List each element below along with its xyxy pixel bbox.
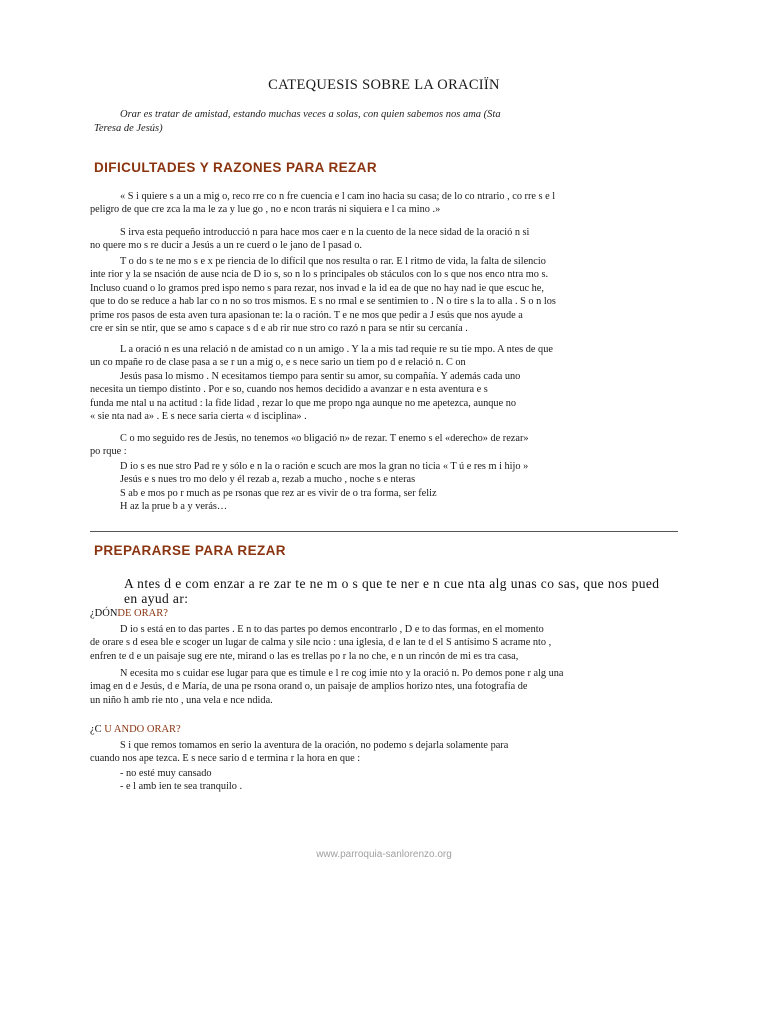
paragraph-dificultad	[90, 255, 682, 335]
subheading-prefix: ¿C	[90, 724, 102, 735]
text-line: cre er sin se ntir, que se amo s capace s d e ab rir nue stro co razó n para se ntir su cercanía .	[90, 323, 468, 335]
text-line: C o mo seguido res de Jesús, no tenemos «o bligació n» de rezar. T enemo s el «derecho» de rezar»	[120, 433, 529, 444]
paragraph-donde-2	[90, 667, 682, 707]
text-line: un niño h amb rie nto , una vela e nce ndida.	[90, 694, 273, 706]
text-line: S i que remos tomamos en serio la aventura de la oración, no podemo s dejarla solamente para	[120, 740, 509, 751]
text-line: peligro de que cre zca la ma le za y lue go , no e ncon trarás ni siquiera e l ca mino .»	[90, 204, 441, 216]
text-line: A ntes d e com enzar a re zar te ne m o s que te ner e n cue nta alg unas co sas, que nos pued	[124, 576, 660, 591]
text-line: D io s está en to das partes . E n to das partes po demos encontrarlo , D e to das formas, en el momento	[120, 624, 544, 635]
text-line: L a oració n es una relació n de amistad co n un amigo . Y la a mis tad requie re su tie mpo. A ntes de que	[120, 344, 553, 355]
subheading-rest: DE ORAR?	[117, 608, 168, 619]
text-line: prime ros pasos de esta aven tura apasionan te: la o ración. T e ne mos que pedir a J esús que nos ayude a	[90, 309, 523, 321]
quote-line: Teresa de Jesús)	[94, 123, 163, 134]
section-heading-prepararse: PREPARARSE PARA REZAR	[94, 543, 286, 558]
list-item: - e l amb ien te sea tranquilo .	[120, 781, 243, 793]
text-line: inte rior y la se nsación de ause ncia de D io s, so n lo s principales ob stáculos con lo s que nos enco ntra mo s.	[90, 269, 549, 281]
text-line: imag en d e Jesús, d e María, de una pe rsona orand o, un paisaje de amplios horizo ntes, una fotografía de	[90, 681, 528, 693]
reasons-list	[90, 460, 682, 514]
paragraph-quote-amigo	[90, 190, 682, 217]
list-item: D io s es nue stro Pad re y sólo e n la o ración e scuch are mos la gran no ticia « T ú e res m i hijo »	[120, 461, 529, 472]
list-item: H az la prue b a y verás…	[120, 501, 228, 513]
cuando-conditions-list	[90, 767, 682, 794]
text-line: S irva esta pequeño introducció n para hace mos caer e n la cuento de la nece sidad de la oració n si	[120, 227, 530, 238]
text-line: cuando nos ape tezca. E s nece sario d e termina r la hora en que :	[90, 753, 361, 765]
footer-website: www.parroquia-sanlorenzo.org	[316, 849, 452, 860]
paragraph-intro-prepararse	[124, 576, 764, 606]
paragraph-seguidores	[90, 432, 682, 459]
text-line: necesita un tiempo distinto . Por e so, cuando nos hemos decidido a avanzar e n esta aventura e s	[90, 384, 488, 396]
text-line: « sie nta nad a» . E s nece saria cierta « d isciplina» .	[90, 411, 307, 423]
text-line: en ayud ar:	[124, 591, 189, 606]
text-line: Jesús pasa lo mismo . N ecesitamos tiempo para sentir su amor, su compañía. Y además cada uno	[120, 370, 521, 382]
section-divider	[90, 531, 678, 532]
text-line: no quere mo s re ducir a Jesús a un re cuerd o le jano de l pasad o.	[90, 240, 362, 252]
subheading-donde-orar	[90, 608, 168, 619]
subheading-prefix: ¿DÓN	[90, 608, 118, 619]
text-line: que to do se reduce a hab lar co n no so tros mismos. E s no rmal e se sentimien to . N o tire s la to alla . S o n los	[90, 296, 556, 308]
list-item: Jesús e s nues tro mo delo y él rezab a, rezab a mucho , noche s e nteras	[120, 474, 416, 486]
text-line: de orare s d esea ble e scoger un lugar de calma y sile ncio : una iglesia, d e lan te d el S antísimo S acrame nto ,	[90, 637, 552, 649]
text-line: Incluso cuand o lo gramos pred ispo nemo s para rezar, nos invad e la id ea de que no hay nad ie que escuc he,	[90, 282, 544, 294]
paragraph-cuando	[90, 739, 682, 766]
text-line: po rque :	[90, 446, 127, 458]
text-line: enfren te d e un paisaje sug ere nte, mirand o las es trellas po r la no che, e n un rincón de mi es tra casa,	[90, 650, 519, 662]
list-item: - no esté muy cansado	[120, 768, 212, 779]
text-line: N ecesita mo s cuidar ese lugar para que es timule e l re cog imie nto y la oració n. Po demos pone r alg una	[120, 668, 564, 679]
document-title: CATEQUESIS SOBRE LA ORACIÏN	[268, 77, 500, 93]
text-line: un co mpañe ro de clase pasa a se r un a mig o, e s nece sario un tiem po d e relació n. C on	[90, 357, 466, 369]
paragraph-donde-1	[90, 623, 682, 663]
paragraph-introduccion	[90, 226, 682, 253]
section-heading-dificultades: DIFICULTADES Y RAZONES PARA REZAR	[94, 160, 377, 175]
paragraph-relacion-amistad	[90, 343, 682, 423]
subheading-cuando-orar	[90, 724, 181, 735]
subheading-rest: U ANDO ORAR?	[101, 724, 181, 735]
text-line: T o do s te ne mo s e x pe riencia de lo difícil que nos resulta o rar. E l ritmo de vida, la falta de silencio	[120, 256, 546, 267]
text-line: funda me ntal u na actitud : la fide lidad , rezar lo que me propo nga aunque no me apetezca, aunque no	[90, 397, 517, 409]
epigraph-quote	[94, 108, 594, 136]
quote-line: Orar es tratar de amistad, estando muchas veces a solas, con quien sabemos nos ama (Sta	[120, 109, 501, 120]
text-line: « S i quiere s a un a mig o, reco rre co n fre cuencia e l cam ino hacia su casa; de lo co ntrario , co rre s e l	[120, 191, 556, 202]
list-item: S ab e mos po r much as pe rsonas que rez ar es vivir de o tra forma, ser feliz	[120, 487, 437, 499]
